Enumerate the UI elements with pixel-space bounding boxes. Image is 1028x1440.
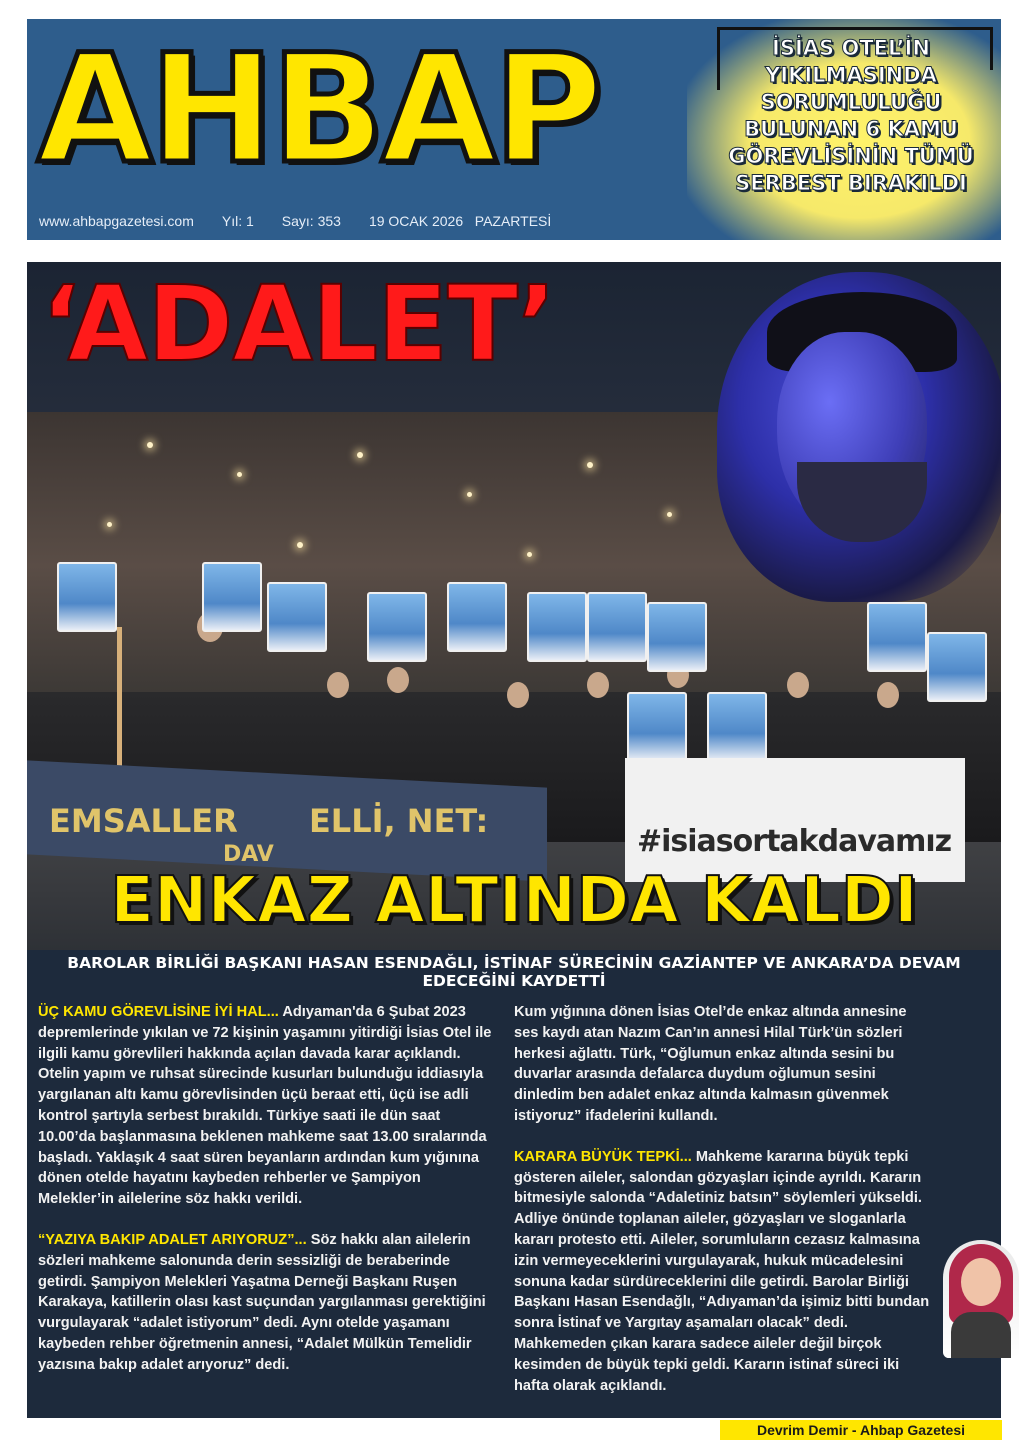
avatar-body xyxy=(951,1312,1011,1358)
portrait-beard xyxy=(797,462,927,542)
article-paragraph xyxy=(38,1230,498,1376)
article-body xyxy=(27,950,1001,1418)
protest-sign xyxy=(527,592,587,662)
masthead-meta xyxy=(39,213,551,229)
article-column-right xyxy=(514,1002,932,1416)
year-label: Yıl: 1 xyxy=(221,213,254,229)
protest-sign xyxy=(202,562,262,632)
candle-light xyxy=(357,452,363,458)
banner-left-word: EMSALLER xyxy=(49,802,238,840)
article-column-left xyxy=(38,1002,498,1396)
avatar-face xyxy=(961,1258,1001,1306)
date-text: 19 OCAK 2026 xyxy=(368,213,464,229)
masthead xyxy=(27,19,1001,240)
teaser-box[interactable] xyxy=(687,19,1001,240)
protest-sign xyxy=(587,592,647,662)
paragraph-kicker: “YAZIYA BAKIP ADALET ARIYORUZ”... xyxy=(38,1231,307,1248)
article-deck: BAROLAR BİRLİĞİ BAŞKANI HASAN ESENDAĞLI, İSTİNAF SÜRECİNİN GAZİANTEP VE ANKARA’DA DEVAM EDECEĞİNİ KAYDETTİ xyxy=(67,954,961,990)
protest-sign xyxy=(707,692,767,762)
paragraph-kicker: KARARA BÜYÜK TEPKİ... xyxy=(514,1148,692,1165)
person-head xyxy=(877,682,899,708)
teaser-headline: İSİAS OTEL’İN YIKILMASINDA SORUMLULUĞU BULUNAN 6 KAMU GÖREVLİSİNİN TÜMÜ SERBEST BIRAKILDI xyxy=(728,36,974,195)
candle-light xyxy=(587,462,593,468)
candle-light xyxy=(467,492,472,497)
author-byline: Devrim Demir - Ahbap Gazetesi xyxy=(720,1420,1002,1440)
man-portrait xyxy=(717,272,1001,602)
protest-sign xyxy=(927,632,987,702)
paragraph-kicker: ÜÇ KAMU GÖREVLİSİNE İYİ HAL... xyxy=(38,1004,279,1020)
main-headline-bottom[interactable]: ENKAZ ALTINDA KALDI xyxy=(110,864,918,938)
article-paragraph xyxy=(514,1147,932,1397)
candle-light xyxy=(147,442,153,448)
person-head xyxy=(787,672,809,698)
banner-hashtag: #isiasortakdavamız xyxy=(637,824,952,859)
newspaper-logo[interactable]: AHBAP xyxy=(37,23,599,197)
paragraph-text: Kum yığınına dönen İsias Otel’de enkaz altında annesine ses kaydı atan Nazım Can’ın annesi Hilal Türk’ün sözleri herkesi ağlattı. Türk, “Oğlumun enkaz altında sesini bu duvarlar arasında defalarca duydum oğlumun sesini dinledim ben adalet enkaz altında kalmasın güvenmek istiyoruz” ifadelerini kullandı. xyxy=(514,1004,907,1124)
person-head xyxy=(387,667,409,693)
protest-sign xyxy=(867,602,927,672)
issue-date xyxy=(369,213,551,229)
candle-light xyxy=(107,522,112,527)
banner-left-subtext: DAV xyxy=(223,842,274,867)
main-headline-top[interactable]: ‘ADALET’ xyxy=(41,263,556,385)
person-head xyxy=(327,672,349,698)
paragraph-text: Söz hakkı alan ailelerin sözleri mahkeme salonunda derin sessizliği de beraberinde getirdi. Şampiyon Melekleri Yaşatma Derneği Başkanı Ruşen Karakaya, katillerin olası kast suçundan yargılanması gerektiğini vurgulayarak “adalet istiyorum” dedi. Aynı otelde yaşamanı kaybeden rehber öğretmenin annesi, “Adalet Mülkün Temelidir yazısına bakıp adalet arıyoruz” dedi. xyxy=(38,1231,486,1373)
protest-sign xyxy=(57,562,117,632)
paragraph-text: Mahkeme kararına büyük tepki gösteren aileler, salondan gözyaşları içinde ayrıldı. Kararın bitmesiyle salonda “Adaletiniz batsın” söylemleri yükseldi. Adliye önünde toplanan aileler, gözyaşları ve sloganlarla kararı protesto etti. Aileler, sorumluların cezasız kalmasına izin vermeyeceklerini vurgulayarak, hukuk mücadelesini sonuna kadar sürdüreceklerini dile getirdi. Barolar Birliği Başkanı Hasan Esendağlı, “Adıyaman’da işimiz bitti bundan sonra İstinaf ve Yargıtay aşamaları olacak” dedi. Mahkemeden çıkan karara sadece aileler değil birçok kesimden de büyük tepki geldi. Kararın istinaf süreci iki hafta olarak açıklandı. xyxy=(514,1148,930,1394)
article-paragraph xyxy=(514,1002,932,1127)
candle-light xyxy=(527,552,532,557)
website-link[interactable]: www.ahbapgazetesi.com xyxy=(39,213,194,229)
protest-sign xyxy=(627,692,687,762)
weekday-text: PAZARTESİ xyxy=(474,213,552,229)
hero-photo xyxy=(27,262,1001,950)
person-head xyxy=(587,672,609,698)
article-paragraph xyxy=(38,1002,498,1210)
person-head xyxy=(507,682,529,708)
sign-stick xyxy=(117,627,122,777)
paragraph-text: Adıyaman'da 6 Şubat 2023 depremlerinde yıkılan ve 72 kişinin yaşamını yitirdiği İsias Otel ile ilgili kamu görevlileri hakkında açılan davada karar açıklandı. Otelin yapım ve ruhsat sürecinde kusurları bulunduğu iddiasıyla yargılanan altı kamu görevlisinden üçü beraat etti, üçü ise adli kontrol şartıyla serbest bırakıldı. Türkiye saati ile dün saat 10.00’da başlanmasına beklenen mahkeme saat 13.00 sıralarında başladı. Yaklaşık 4 saat süren beyanların ardından kum yığınına dönen otelde hayatını kaybeden rehberler ve Şampiyon Melekler’in ailelerine söz hakkı verildi. xyxy=(38,1004,492,1208)
author-avatar xyxy=(943,1240,1019,1358)
banner-left-word-2: ELLİ, NET: xyxy=(308,802,489,840)
protest-sign xyxy=(647,602,707,672)
protest-sign xyxy=(267,582,327,652)
candle-light xyxy=(667,512,672,517)
issue-number: Sayı: 353 xyxy=(281,213,341,229)
banner-left-text xyxy=(49,802,488,840)
protest-sign xyxy=(447,582,507,652)
candle-light xyxy=(237,472,242,477)
candle-light xyxy=(297,542,303,548)
protest-sign xyxy=(367,592,427,662)
